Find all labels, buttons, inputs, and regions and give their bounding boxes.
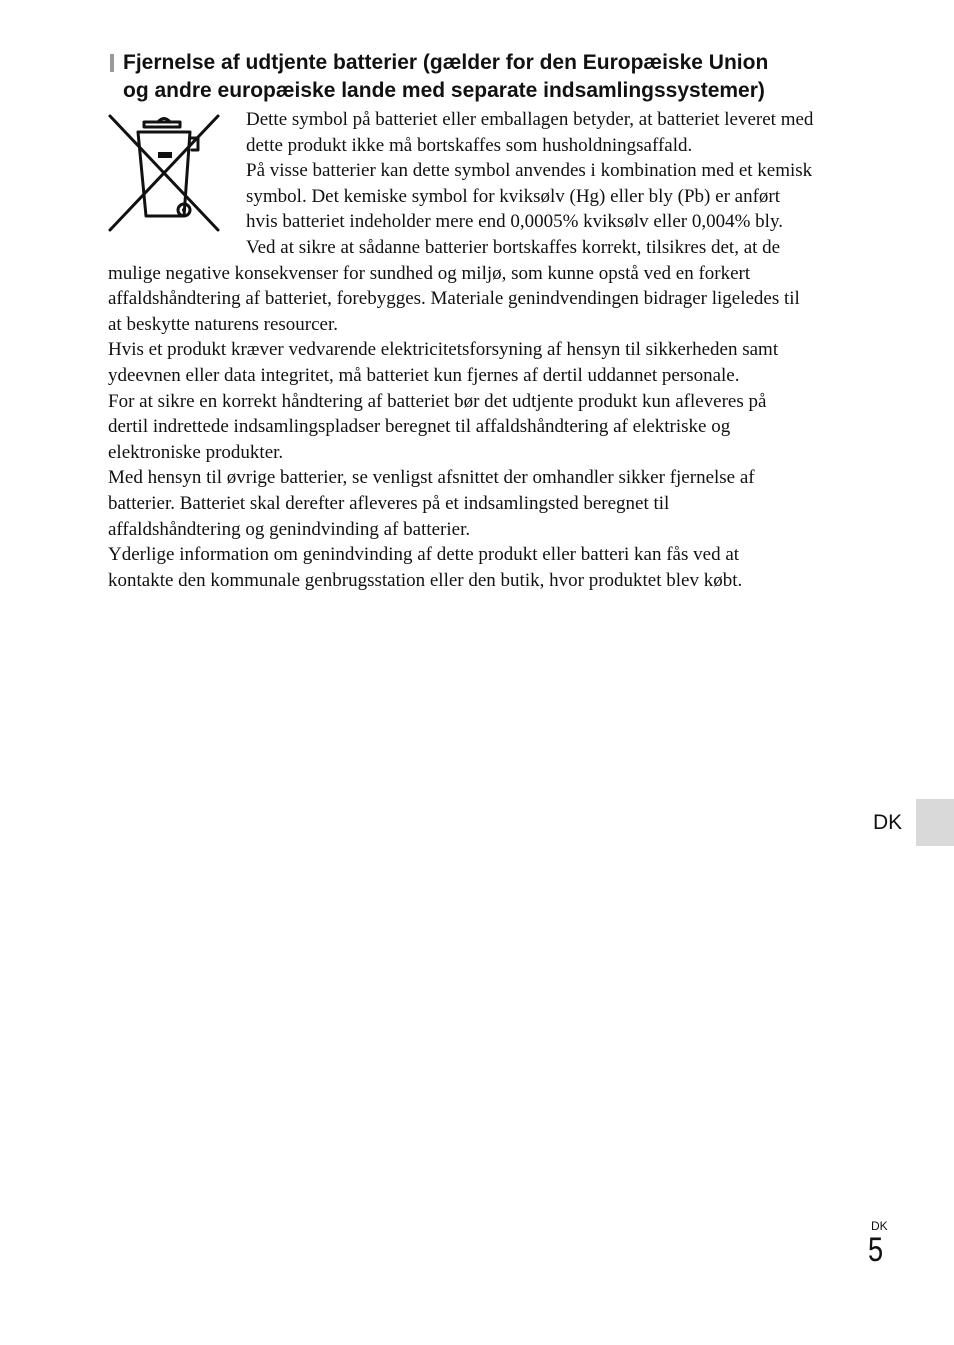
heading-marker (110, 54, 114, 72)
text-line: Yderlige information om genindvinding af dette produkt eller batteri kan fås ved at (108, 544, 740, 566)
text-line: at beskytte naturens resourcer. (108, 313, 339, 335)
text-line: batterier. Batteriet skal derefter afleveres på et indsamlingsted beregnet til (108, 492, 670, 514)
text-line: Dette symbol på batteriet eller emballagen betyder, at batteriet leveret med (246, 109, 814, 130)
text-line: elektroniske produkter. (108, 441, 284, 463)
text-line: hvis batteriet indeholder mere end 0,0005% kviksølv eller 0,004% bly. (246, 211, 783, 233)
text-line: kontakte den kommunale genbrugsstation eller den butik, hvor produktet blev købt. (108, 569, 743, 591)
language-side-tab (916, 799, 954, 846)
text-line: Ved at sikre at sådanne batterier bortskaffes korrekt, tilsikres det, at de (246, 236, 781, 258)
footer-language-code: DK (871, 1219, 888, 1233)
text-line: dertil indrettede indsamlingspladser beregnet til affaldshåndtering af elektriske og (108, 416, 731, 438)
text-line: affaldshåndtering og genindvinding af batterier. (108, 518, 471, 540)
text-line: På visse batterier kan dette symbol anvendes i kombination med et kemisk (246, 160, 813, 182)
text-line: Med hensyn til øvrige batterier, se venligst afsnittet der omhandler sikker fjernelse af (108, 467, 755, 489)
page-number: 5 (868, 1231, 884, 1269)
text-line: Hvis et produkt kræver vedvarende elektricitetsforsyning af hensyn til sikkerheden samt (108, 339, 779, 361)
text-line: symbol. Det kemiske symbol for kviksølv (Hg) eller bly (Pb) er anført (246, 185, 781, 207)
heading-line-2: og andre europæiske lande med separate indsamlingssystemer) (123, 79, 765, 102)
section-heading (108, 49, 868, 105)
text-line: dette produkt ikke må bortskaffes som husholdningsaffald. (246, 134, 693, 156)
heading-line-1: Fjernelse af udtjente batterier (gælder for den Europæiske Union (123, 51, 769, 74)
text-line: For at sikre en korrekt håndtering af batteriet bør det udtjente produkt kun afleveres på (108, 390, 767, 412)
text-line: mulige negative konsekvenser for sundhed og miljø, som kunne opstå ved en forkert (108, 262, 751, 284)
language-tab-label: DK (873, 811, 903, 834)
text-line: ydeevnen eller data integritet, må batteriet kun fjernes af dertil uddannet personale. (108, 364, 740, 386)
body-text (108, 107, 860, 593)
text-line: affaldshåndtering af batteriet, forebygges. Materiale genindvendingen bidrager ligeledes til (108, 288, 800, 310)
